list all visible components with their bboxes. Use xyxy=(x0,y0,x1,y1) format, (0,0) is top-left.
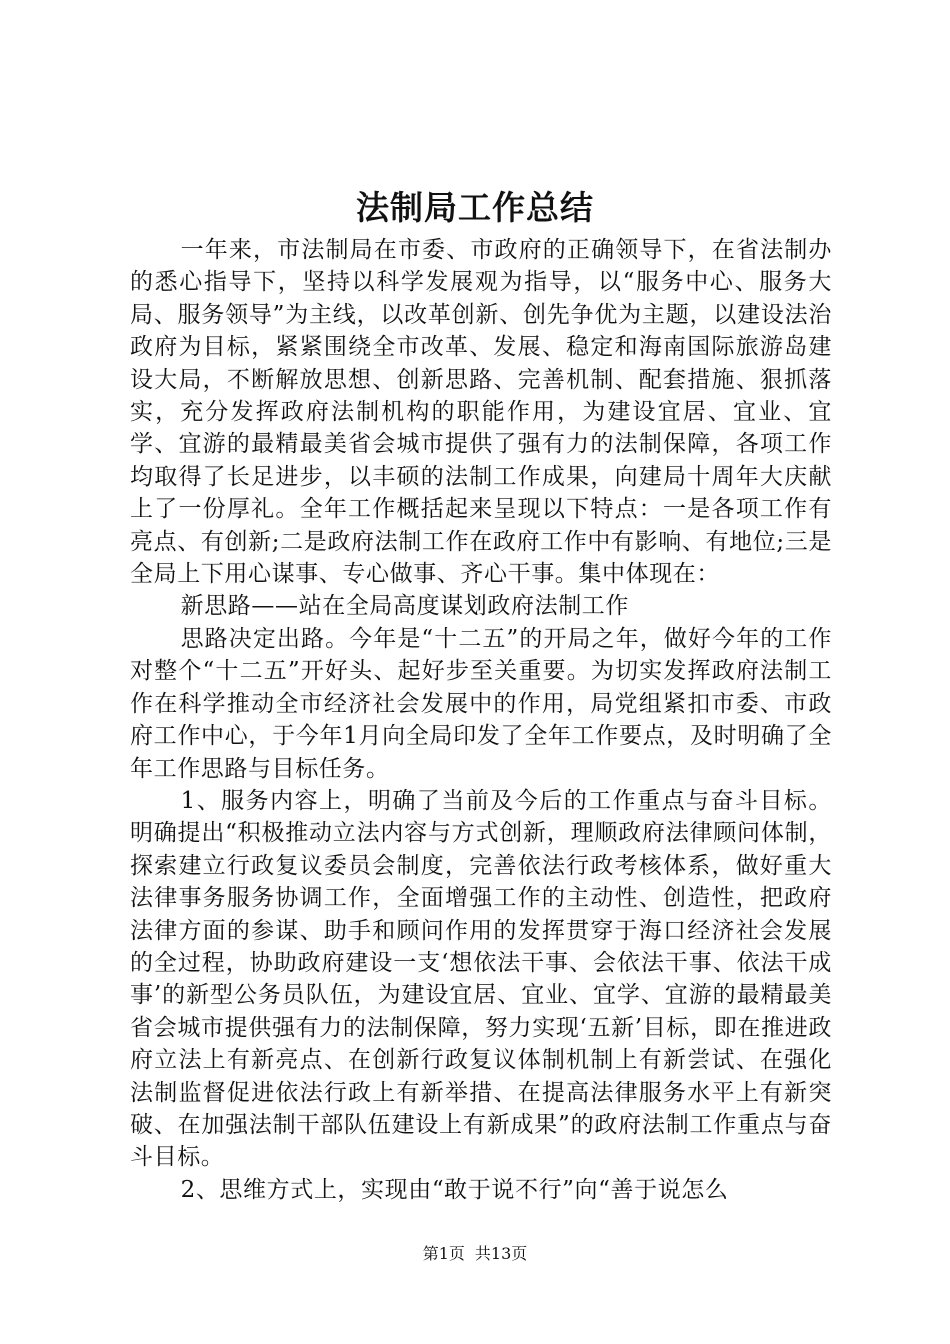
page-number: 第1页 xyxy=(422,1244,465,1263)
document-title: 法制局工作总结 xyxy=(356,188,594,227)
page-total: 共13页 xyxy=(474,1244,528,1263)
page-footer xyxy=(0,1244,950,1264)
paragraph-approach: 思路决定出路。今年是“十二五”的开局之年，做好今年的工作对整个“十二五”开好头、起好步至关重要。为切实发挥政府法制工作在科学推动全市经济社会发展中的作用，局党组紧扣市委、市政府工作中心，于今年1月向全局印发了全年工作要点，及时明确了全年工作思路与目标任务。 xyxy=(130,625,832,782)
paragraph-intro: 一年来，市法制局在市委、市政府的正确领导下，在省法制办的悉心指导下，坚持以科学发展观为指导，以“服务中心、服务大局、服务领导”为主线，以改革创新、创先争优为主题，以建设法治政府为目标，紧紧围绕全市改革、发展、稳定和海南国际旅游岛建设大局，不断解放思想、创新思路、完善机制、配套措施、狠抓落实，充分发挥政府法制机构的职能作用，为建设宜居、宜业、宜学、宜游的最精最美省会城市提供了强有力的法制保障，各项工作均取得了长足进步，以丰硕的法制工作成果，向建局十周年大庆献上了一份厚礼。全年工作概括起来呈现以下特点：一是各项工作有亮点、有创新;二是政府法制工作在政府工作中有影响、有地位;三是全局上下用心谋事、专心做事、齐心干事。集中体现在： xyxy=(130,237,832,588)
paragraph-item-1: 1、服务内容上，明确了当前及今后的工作重点与奋斗目标。明确提出“积极推动立法内容与方式创新，理顺政府法律顾问体制，探索建立行政复议委员会制度，完善依法行政考核体系，做好重大法律事务服务协调工作，全面增强工作的主动性、创造性，把政府法律方面的参谋、助手和顾问作用的发挥贯穿于海口经济社会发展的全过程，协助政府建设一支‘想依法干事、会依法干事、依法干成事’的新型公务员队伍，为建设宜居、宜业、宜学、宜游的最精最美省会城市提供强有力的法制保障，努力实现‘五新’目标，即在推进政府立法上有新亮点、在创新行政复议体制机制上有新尝试、在强化法制监督促进依法行政上有新举措、在提高法律服务水平上有新突破、在加强法制干部队伍建设上有新成果”的政府法制工作重点与奋斗目标。 xyxy=(130,787,832,1171)
document-body xyxy=(130,234,832,1206)
section-heading: 新思路——站在全局高度谋划政府法制工作 xyxy=(180,593,629,620)
paragraph-item-2: 2、思维方式上，实现由“敢于说不行”向“善于说怎么 xyxy=(180,1176,729,1203)
